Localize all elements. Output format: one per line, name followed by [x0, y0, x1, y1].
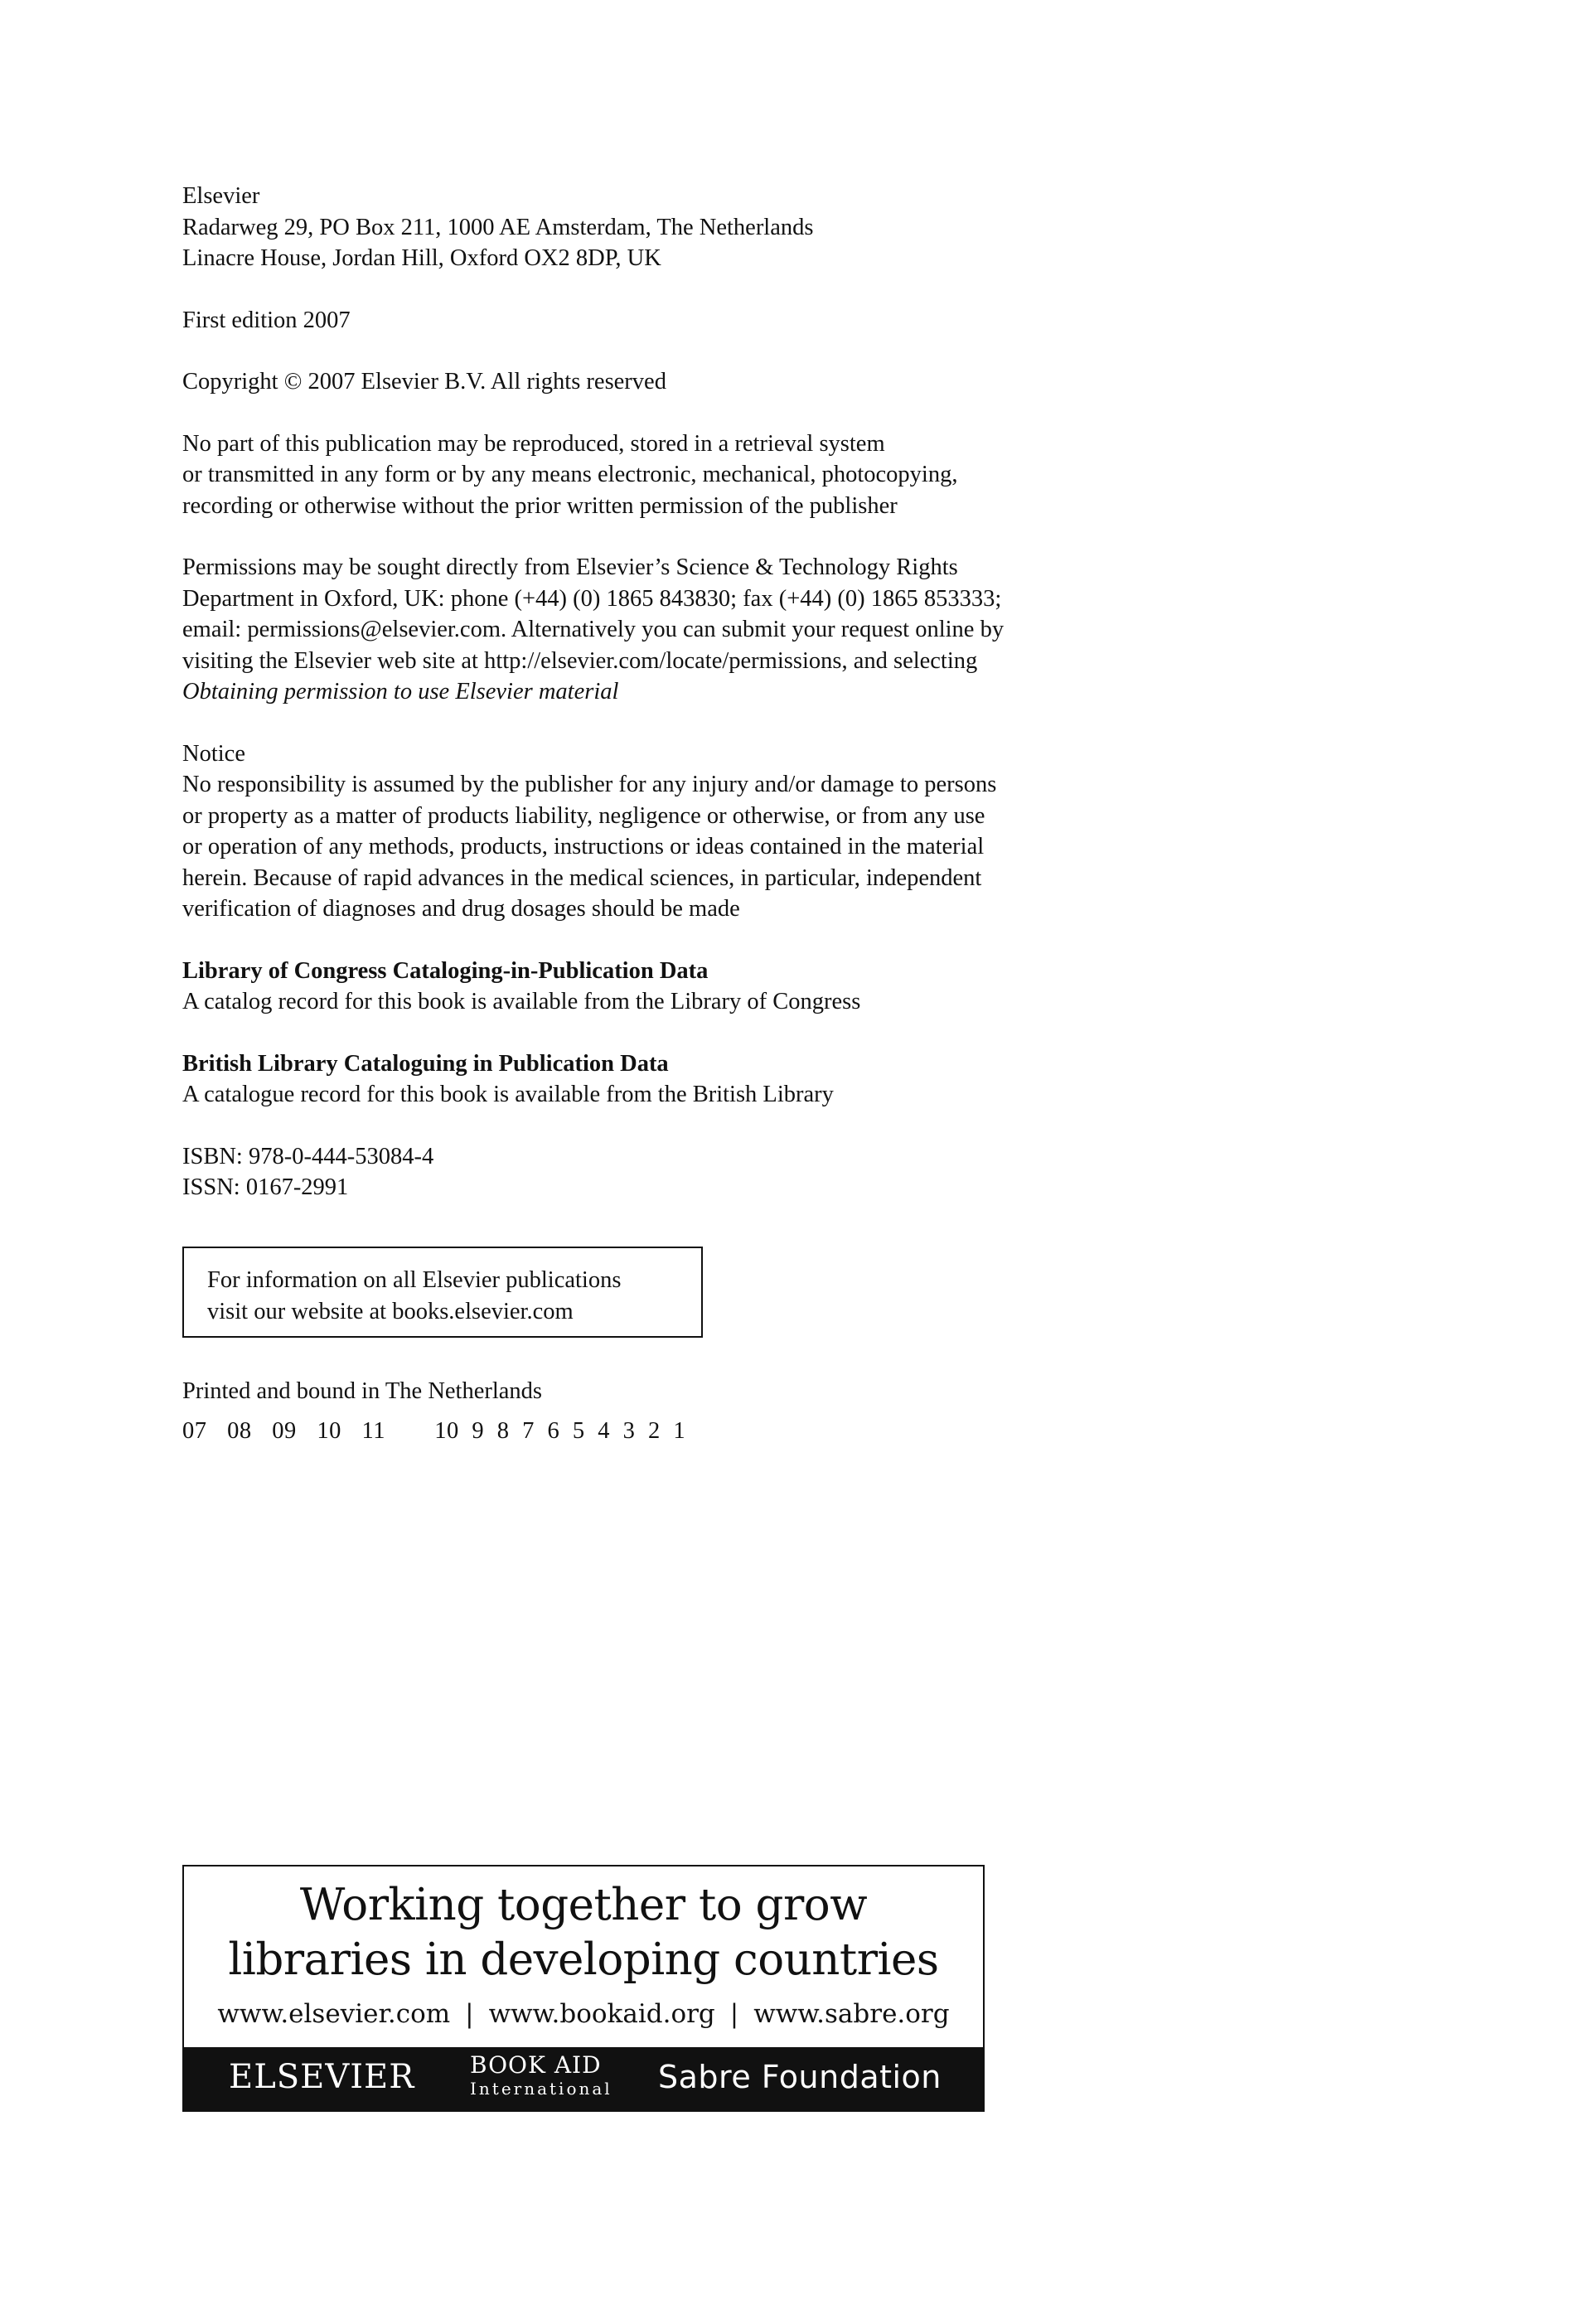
permissions-italic-line: Obtaining permission to use Elsevier material [182, 679, 619, 704]
bl-text: A catalogue record for this book is available from the British Library [182, 1082, 834, 1107]
notice-line: or operation of any methods, products, instructions or ideas contained in the material [182, 834, 985, 859]
reproduction-line: No part of this publication may be reproduced, stored in a retrieval system [182, 430, 885, 457]
sponsor-logo-bar [184, 2047, 983, 2110]
link-sabre[interactable]: www.sabre.org [753, 1999, 950, 2029]
reproduction-line: or transmitted in any form or by any means electronic, mechanical, photocopying, [182, 462, 958, 487]
book-aid-logo-top: BOOK AID [470, 2051, 602, 2079]
print-numbers [182, 1416, 685, 1447]
edition: First edition 2007 [182, 307, 351, 333]
copyright-page [182, 181, 1310, 1203]
reproduction-notice [182, 428, 1310, 522]
link-elsevier[interactable]: www.elsevier.com [217, 1999, 451, 2029]
publisher-address-oxford: Linacre House, Jordan Hill, Oxford OX2 8DP, UK [182, 245, 661, 271]
bl-block [182, 1048, 1310, 1111]
loc-block [182, 956, 1310, 1018]
book-aid-logo [470, 2052, 612, 2099]
bl-heading: British Library Cataloguing in Publication Data [182, 1050, 669, 1077]
notice-line: herein. Because of rapid advances in the medical sciences, in particular, independent [182, 864, 982, 891]
link-separator: | [729, 1999, 739, 2029]
loc-heading: Library of Congress Cataloging-in-Publication Data [182, 957, 709, 984]
info-box-line: For information on all Elsevier publications [207, 1267, 622, 1293]
print-year: 07 [182, 1417, 207, 1444]
notice-line: or property as a matter of products liability, negligence or otherwise, or from any use [182, 802, 985, 829]
notice-line: verification of diagnoses and drug dosages should be made [182, 896, 740, 922]
advert-headline [184, 1878, 983, 1988]
copyright-line: Copyright © 2007 Elsevier B.V. All rights reserved [182, 369, 666, 395]
sabre-foundation-logo: Sabre Foundation [658, 2059, 942, 2095]
notice-line: No responsibility is assumed by the publisher for any injury and/or damage to persons [182, 772, 997, 797]
info-box [182, 1247, 703, 1338]
print-year: 09 [272, 1417, 297, 1444]
print-run: 2 [647, 1417, 661, 1444]
publisher-block [182, 181, 1310, 274]
issn: ISSN: 0167-2991 [182, 1174, 349, 1200]
book-aid-advert [182, 1865, 985, 2112]
notice-heading: Notice [182, 740, 245, 767]
print-run: 5 [572, 1417, 585, 1444]
reproduction-line: recording or otherwise without the prior written permission of the publisher [182, 492, 898, 519]
print-run: 4 [598, 1417, 610, 1444]
print-run: 3 [622, 1417, 636, 1444]
print-run: 10 [434, 1417, 459, 1444]
elsevier-logo: ELSEVIER [229, 2058, 415, 2096]
print-run: 8 [496, 1417, 510, 1444]
isbn: ISBN: 978-0-444-53084-4 [182, 1143, 434, 1169]
permissions-block [182, 552, 1310, 708]
print-year: 10 [317, 1417, 341, 1444]
permissions-line: visiting the Elsevier web site at http://elsevier.com/locate/permissions, and selecting [182, 647, 978, 674]
print-run: 6 [547, 1417, 560, 1444]
print-run: 7 [522, 1417, 535, 1444]
advert-headline-line-1: Working together to grow [299, 1880, 868, 1930]
loc-text: A catalog record for this book is available from the Library of Congress [182, 989, 861, 1014]
print-run: 9 [472, 1417, 485, 1444]
book-aid-logo-bottom: International [470, 2079, 612, 2099]
publisher-address-amsterdam: Radarweg 29, PO Box 211, 1000 AE Amsterdam, The Netherlands [182, 214, 814, 240]
printed-block [182, 1376, 685, 1446]
link-bookaid[interactable]: www.bookaid.org [488, 1999, 715, 2029]
permissions-line: Permissions may be sought directly from Elsevier’s Science & Technology Rights [182, 554, 958, 580]
print-year: 11 [361, 1417, 385, 1444]
permissions-line: email: permissions@elsevier.com. Alternatively you can submit your request online by [182, 617, 1005, 642]
print-run: 1 [673, 1417, 686, 1444]
identifiers-block [182, 1141, 1310, 1203]
advert-links [184, 1999, 983, 2029]
link-separator: | [465, 1999, 474, 2029]
printed-text: Printed and bound in The Netherlands [182, 1378, 543, 1404]
publisher-name: Elsevier [182, 183, 260, 209]
advert-headline-line-2: libraries in developing countries [228, 1934, 939, 1985]
permissions-line: Department in Oxford, UK: phone (+44) (0) 1865 843830; fax (+44) (0) 1865 853333; [182, 585, 1002, 612]
notice-block [182, 738, 1310, 925]
info-box-line: visit our website at books.elsevier.com [207, 1298, 574, 1324]
print-year: 08 [227, 1417, 252, 1444]
